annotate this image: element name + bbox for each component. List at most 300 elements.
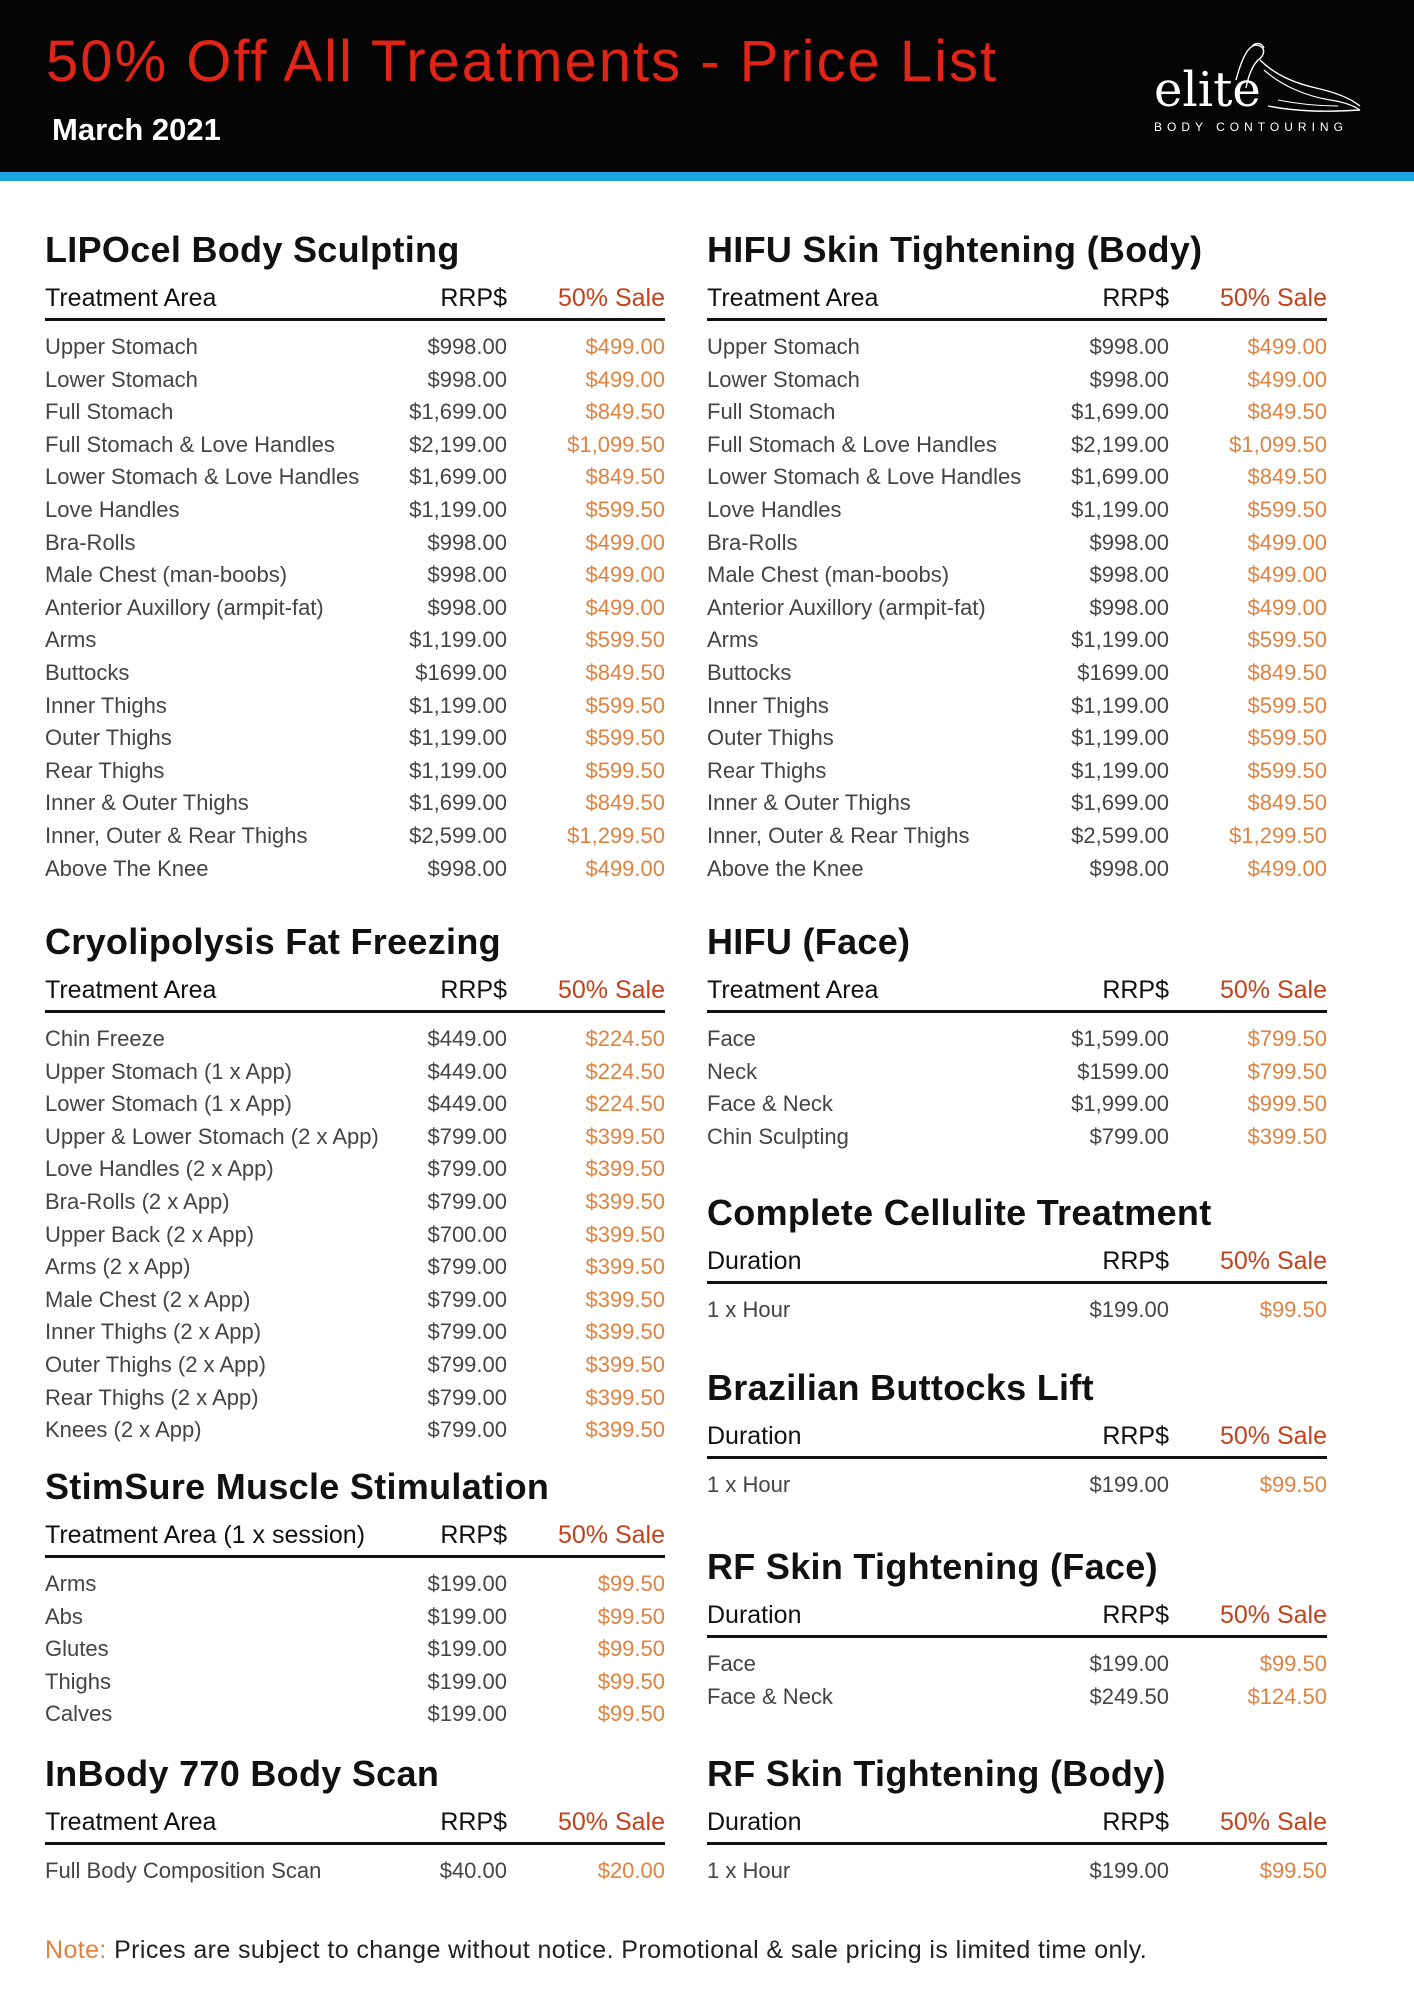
column-header-rrp: RRP$ <box>440 1808 507 1836</box>
rrp-price: $799.00 <box>427 1286 507 1312</box>
rrp-price: $199.00 <box>427 1571 507 1596</box>
rrp-price: $199.00 <box>427 1636 507 1662</box>
treatment-area: Bra-Rolls <box>45 529 136 555</box>
rrp-price: $40.00 <box>439 1858 507 1883</box>
treatment-area: Upper Back (2 x App) <box>45 1221 255 1247</box>
rrp-price: $998.00 <box>1089 334 1169 359</box>
price-row <box>45 592 665 625</box>
column-header-rrp: RRP$ <box>1102 1247 1169 1275</box>
table-header <box>707 1597 1327 1638</box>
rrp-price: $799.00 <box>427 1417 507 1443</box>
sale-price: $99.50 <box>597 1636 665 1662</box>
treatment-area: Buttocks <box>707 659 792 685</box>
table-header <box>707 1804 1327 1845</box>
sale-price: $99.50 <box>1259 1297 1327 1322</box>
rrp-price: $1,999.00 <box>1071 1091 1169 1117</box>
sale-price: $799.50 <box>1247 1058 1327 1084</box>
rrp-price: $1699.00 <box>1077 659 1169 685</box>
price-row <box>707 1088 1327 1121</box>
table-header <box>707 1418 1327 1459</box>
table-header <box>45 280 665 321</box>
treatment-area: Calves <box>45 1701 113 1727</box>
sale-price: $599.50 <box>585 725 665 751</box>
sale-price: $124.50 <box>1247 1683 1327 1709</box>
sale-price: $849.50 <box>585 464 665 490</box>
price-row <box>707 364 1327 397</box>
sale-price: $599.50 <box>585 692 665 718</box>
price-row <box>707 787 1327 820</box>
price-row <box>707 755 1327 788</box>
rrp-price: $199.00 <box>1089 1651 1169 1676</box>
column-header-sale: 50% Sale <box>1219 1247 1327 1275</box>
treatment-area: Face <box>707 1651 756 1676</box>
column-header-area: Treatment Area (1 x session) <box>45 1521 366 1549</box>
sale-price: $399.50 <box>585 1156 665 1182</box>
sale-price: $499.00 <box>1247 529 1327 555</box>
price-row <box>45 461 665 494</box>
rrp-price: $998.00 <box>427 562 507 588</box>
price-row <box>707 820 1327 853</box>
column-header-rrp: RRP$ <box>440 284 507 312</box>
column-header-area: Treatment Area <box>707 976 879 1004</box>
sale-price: $99.50 <box>1259 1472 1327 1497</box>
sale-price: $99.50 <box>597 1701 665 1727</box>
sale-price: $99.50 <box>597 1571 665 1596</box>
treatment-area: Chin Sculpting <box>707 1123 849 1149</box>
sale-price: $499.00 <box>585 562 665 588</box>
price-row <box>45 1414 665 1447</box>
section-cellulite <box>707 1191 1327 1327</box>
page-subtitle-date: March 2021 <box>52 112 221 147</box>
price-row <box>707 1294 1327 1327</box>
note-text: Prices are subject to change without notice. Promotional & sale pricing is limited time only. <box>106 1936 1148 1964</box>
treatment-area: Inner, Outer & Rear Thighs <box>707 822 970 848</box>
rrp-price: $799.00 <box>427 1156 507 1182</box>
column-header-area: Duration <box>707 1247 802 1275</box>
treatment-area: Buttocks <box>45 659 130 685</box>
price-rows <box>707 1469 1327 1502</box>
section-title: Cryolipolysis Fat Freezing <box>45 921 501 962</box>
price-row <box>45 820 665 853</box>
sale-price: $599.50 <box>1247 725 1327 751</box>
rrp-price: $449.00 <box>427 1091 507 1117</box>
price-row <box>45 1088 665 1121</box>
treatment-area: Arms (2 x App) <box>45 1254 191 1280</box>
treatment-area: Bra-Rolls (2 x App) <box>45 1188 230 1214</box>
treatment-area: Knees (2 x App) <box>45 1417 202 1443</box>
treatment-area: Outer Thighs <box>707 725 834 751</box>
table-header <box>707 972 1327 1013</box>
sale-price: $849.50 <box>1247 659 1327 685</box>
treatment-area: Outer Thighs (2 x App) <box>45 1351 266 1377</box>
price-row <box>45 755 665 788</box>
sale-price: $1,299.50 <box>1229 822 1327 848</box>
price-row <box>707 1469 1327 1502</box>
price-row <box>45 1056 665 1089</box>
treatment-area: Lower Stomach <box>707 366 860 392</box>
rrp-price: $2,599.00 <box>1071 822 1169 848</box>
treatment-area: Full Stomach <box>45 399 174 425</box>
price-row <box>45 1219 665 1252</box>
treatment-area: Above The Knee <box>45 855 209 881</box>
price-row <box>707 396 1327 429</box>
section-rf-body <box>707 1752 1327 1888</box>
price-row <box>45 1121 665 1154</box>
treatment-area: Inner Thighs <box>45 692 167 718</box>
sale-price: $599.50 <box>585 757 665 783</box>
column-header-area: Duration <box>707 1808 802 1836</box>
price-rows <box>707 331 1327 885</box>
column-header-rrp: RRP$ <box>440 976 507 1004</box>
table-header <box>45 972 665 1013</box>
rrp-price: $2,199.00 <box>409 431 507 457</box>
price-rows <box>707 1294 1327 1327</box>
sale-price: $399.50 <box>585 1254 665 1280</box>
sale-price: $499.00 <box>1247 855 1327 881</box>
price-row <box>45 1251 665 1284</box>
sale-price: $99.50 <box>597 1603 665 1629</box>
treatment-area: Full Stomach <box>707 399 836 425</box>
treatment-area: Inner Thighs (2 x App) <box>45 1319 262 1345</box>
rrp-price: $1,199.00 <box>409 725 507 751</box>
rrp-price: $199.00 <box>1089 1297 1169 1322</box>
section-lipocel <box>45 228 665 885</box>
rrp-price: $799.00 <box>427 1254 507 1280</box>
rrp-price: $1,699.00 <box>1071 464 1169 490</box>
rrp-price: $1,699.00 <box>409 399 507 425</box>
treatment-area: Inner, Outer & Rear Thighs <box>45 822 308 848</box>
sale-price: $99.50 <box>1259 1651 1327 1676</box>
sale-price: $399.50 <box>585 1384 665 1410</box>
column-header-sale: 50% Sale <box>1219 1422 1327 1450</box>
column-header-sale: 50% Sale <box>1219 284 1327 312</box>
rrp-price: $998.00 <box>427 529 507 555</box>
rrp-price: $998.00 <box>427 855 507 881</box>
treatment-area: Glutes <box>45 1636 109 1662</box>
rrp-price: $199.00 <box>427 1668 507 1694</box>
rrp-price: $1,699.00 <box>409 464 507 490</box>
treatment-area: Full Stomach & Love Handles <box>45 431 335 457</box>
rrp-price: $199.00 <box>1089 1472 1169 1497</box>
treatment-area: Arms <box>707 627 759 653</box>
sale-price: $499.00 <box>1247 562 1327 588</box>
treatment-area: Above the Knee <box>707 855 864 881</box>
rrp-price: $1,199.00 <box>409 627 507 653</box>
treatment-area: Upper Stomach <box>45 334 198 359</box>
rrp-price: $1,699.00 <box>409 790 507 816</box>
rrp-price: $199.00 <box>427 1701 507 1727</box>
treatment-area: Arms <box>45 627 97 653</box>
column-header-area: Treatment Area <box>45 284 217 312</box>
price-row <box>45 690 665 723</box>
treatment-area: 1 x Hour <box>707 1858 791 1883</box>
sale-price: $399.50 <box>585 1319 665 1345</box>
rrp-price: $1,599.00 <box>1071 1026 1169 1051</box>
rrp-price: $1,199.00 <box>1071 692 1169 718</box>
sale-price: $599.50 <box>1247 496 1327 522</box>
sale-price: $999.50 <box>1247 1091 1327 1117</box>
price-row <box>707 624 1327 657</box>
price-row <box>45 1284 665 1317</box>
rrp-price: $2,199.00 <box>1071 431 1169 457</box>
rrp-price: $1599.00 <box>1077 1058 1169 1084</box>
rrp-price: $1,699.00 <box>1071 399 1169 425</box>
treatment-area: Rear Thighs <box>707 757 827 783</box>
treatment-area: Face & Neck <box>707 1091 833 1117</box>
section-title: HIFU (Face) <box>707 921 911 962</box>
section-stimsure <box>45 1465 665 1731</box>
price-row <box>45 1186 665 1219</box>
sale-price: $599.50 <box>1247 757 1327 783</box>
treatment-area: Full Stomach & Love Handles <box>707 431 997 457</box>
price-row <box>45 1316 665 1349</box>
sale-price: $1,099.50 <box>567 431 665 457</box>
sale-price: $1,299.50 <box>567 822 665 848</box>
rrp-price: $799.00 <box>427 1351 507 1377</box>
price-row <box>707 690 1327 723</box>
price-row <box>707 1023 1327 1056</box>
treatment-area: Upper Stomach (1 x App) <box>45 1058 293 1084</box>
section-title: LIPOcel Body Sculpting <box>45 229 460 270</box>
price-row <box>45 494 665 527</box>
sale-price: $399.50 <box>1247 1123 1327 1149</box>
price-row <box>707 1648 1327 1681</box>
rrp-price: $700.00 <box>427 1221 507 1247</box>
rrp-price: $998.00 <box>427 334 507 359</box>
column-header-rrp: RRP$ <box>1102 284 1169 312</box>
rrp-price: $998.00 <box>1089 594 1169 620</box>
note-label: Note: <box>45 1936 107 1964</box>
price-row <box>707 853 1327 886</box>
sale-price: $849.50 <box>1247 790 1327 816</box>
sale-price: $499.00 <box>585 366 665 392</box>
treatment-area: Abs <box>45 1603 83 1629</box>
price-rows <box>45 1023 665 1447</box>
sale-price: $849.50 <box>585 790 665 816</box>
treatment-area: Lower Stomach <box>45 366 198 392</box>
table-header <box>45 1804 665 1845</box>
sale-price: $224.50 <box>585 1091 665 1117</box>
treatment-area: Chin Freeze <box>45 1026 165 1051</box>
brand-logo <box>1148 40 1368 150</box>
rrp-price: $1,199.00 <box>409 496 507 522</box>
price-row <box>45 559 665 592</box>
price-row <box>45 787 665 820</box>
section-cryolipolysis <box>45 920 665 1447</box>
rrp-price: $799.00 <box>427 1123 507 1149</box>
price-rows <box>45 1855 665 1888</box>
rrp-price: $449.00 <box>427 1058 507 1084</box>
treatment-area: Lower Stomach (1 x App) <box>45 1091 293 1117</box>
logo-wordmark: elite <box>1154 62 1261 118</box>
price-row <box>45 1601 665 1634</box>
treatment-area: Love Handles <box>45 496 180 522</box>
sale-price: $499.00 <box>1247 594 1327 620</box>
sale-price: $499.00 <box>585 529 665 555</box>
sale-price: $224.50 <box>585 1026 665 1051</box>
treatment-area: Upper & Lower Stomach (2 x App) <box>45 1123 379 1149</box>
treatment-area: Thighs <box>45 1668 112 1694</box>
treatment-area: Inner & Outer Thighs <box>45 790 249 816</box>
price-row <box>707 527 1327 560</box>
price-row <box>45 1382 665 1415</box>
price-rows <box>45 1568 665 1731</box>
table-header <box>707 280 1327 321</box>
sale-price: $849.50 <box>585 399 665 425</box>
sale-price: $1,099.50 <box>1229 431 1327 457</box>
column-header-sale: 50% Sale <box>1219 976 1327 1004</box>
section-title: StimSure Muscle Stimulation <box>45 1466 550 1507</box>
price-row <box>45 1023 665 1056</box>
price-row <box>707 1056 1327 1089</box>
header-accent-stripe <box>0 172 1414 181</box>
rrp-price: $998.00 <box>1089 855 1169 881</box>
table-header <box>45 1517 665 1558</box>
rrp-price: $799.00 <box>427 1384 507 1410</box>
sale-price: $499.00 <box>585 855 665 881</box>
price-row <box>45 331 665 364</box>
treatment-area: Neck <box>707 1058 758 1084</box>
section-title: HIFU Skin Tightening (Body) <box>707 229 1203 270</box>
rrp-price: $1,199.00 <box>1071 627 1169 653</box>
price-row <box>707 494 1327 527</box>
price-row <box>45 1633 665 1666</box>
price-row <box>707 1681 1327 1714</box>
price-row <box>707 429 1327 462</box>
price-rows <box>45 331 665 885</box>
column-header-sale: 50% Sale <box>1219 1601 1327 1629</box>
rrp-price: $199.00 <box>427 1603 507 1629</box>
treatment-area: Face & Neck <box>707 1683 833 1709</box>
rrp-price: $1,199.00 <box>1071 725 1169 751</box>
rrp-price: $1699.00 <box>415 659 507 685</box>
treatment-area: Anterior Auxillory (armpit-fat) <box>707 594 986 620</box>
rrp-price: $1,199.00 <box>1071 757 1169 783</box>
rrp-price: $799.00 <box>427 1188 507 1214</box>
sale-price: $20.00 <box>597 1858 665 1883</box>
column-header-sale: 50% Sale <box>557 1521 665 1549</box>
treatment-area: Outer Thighs <box>45 725 172 751</box>
treatment-area: Inner Thighs <box>707 692 829 718</box>
sale-price: $599.50 <box>1247 627 1327 653</box>
rrp-price: $998.00 <box>1089 529 1169 555</box>
sale-price: $849.50 <box>1247 399 1327 425</box>
logo-tagline: BODY CONTOURING <box>1154 120 1348 134</box>
rrp-price: $1,199.00 <box>409 692 507 718</box>
treatment-area: Rear Thighs <box>45 757 165 783</box>
column-header-sale: 50% Sale <box>557 976 665 1004</box>
page-title: 50% Off All Treatments - Price List <box>46 29 999 94</box>
sale-price: $399.50 <box>585 1221 665 1247</box>
sale-price: $99.50 <box>1259 1858 1327 1883</box>
sale-price: $224.50 <box>585 1058 665 1084</box>
treatment-area: Arms <box>45 1571 97 1596</box>
column-header-rrp: RRP$ <box>1102 1422 1169 1450</box>
price-row <box>45 429 665 462</box>
sale-price: $849.50 <box>585 659 665 685</box>
section-hifu-face <box>707 920 1327 1153</box>
price-row <box>45 1153 665 1186</box>
table-header <box>707 1243 1327 1284</box>
treatment-area: Anterior Auxillory (armpit-fat) <box>45 594 324 620</box>
rrp-price: $799.00 <box>1089 1123 1169 1149</box>
price-row <box>45 1568 665 1601</box>
section-rf-face <box>707 1545 1327 1713</box>
price-row <box>45 1855 665 1888</box>
treatment-area: Male Chest (2 x App) <box>45 1286 251 1312</box>
price-row <box>45 722 665 755</box>
rrp-price: $199.00 <box>1089 1858 1169 1883</box>
rrp-price: $998.00 <box>1089 562 1169 588</box>
price-row <box>707 722 1327 755</box>
price-row <box>707 657 1327 690</box>
treatment-area: Inner & Outer Thighs <box>707 790 911 816</box>
section-hifu-body <box>707 228 1327 885</box>
column-header-sale: 50% Sale <box>557 1808 665 1836</box>
section-title: RF Skin Tightening (Body) <box>707 1753 1166 1794</box>
rrp-price: $449.00 <box>427 1026 507 1051</box>
treatment-area: Rear Thighs (2 x App) <box>45 1384 259 1410</box>
sale-price: $399.50 <box>585 1188 665 1214</box>
treatment-area: Male Chest (man-boobs) <box>45 562 288 588</box>
treatment-area: Full Body Composition Scan <box>45 1858 322 1883</box>
sale-price: $399.50 <box>585 1123 665 1149</box>
price-rows <box>707 1023 1327 1153</box>
rrp-price: $1,699.00 <box>1071 790 1169 816</box>
column-header-rrp: RRP$ <box>1102 976 1169 1004</box>
sale-price: $599.50 <box>1247 692 1327 718</box>
treatment-area: Lower Stomach & Love Handles <box>707 464 1022 490</box>
section-brazilian-buttocks-lift <box>707 1366 1327 1502</box>
sale-price: $599.50 <box>585 496 665 522</box>
price-row <box>707 1121 1327 1154</box>
treatment-area: Face <box>707 1026 756 1051</box>
sale-price: $399.50 <box>585 1351 665 1377</box>
sale-price: $799.50 <box>1247 1026 1327 1051</box>
section-title: RF Skin Tightening (Face) <box>707 1546 1158 1587</box>
column-header-area: Treatment Area <box>45 976 217 1004</box>
sale-price: $849.50 <box>1247 464 1327 490</box>
sale-price: $499.00 <box>1247 334 1327 359</box>
column-header-rrp: RRP$ <box>1102 1601 1169 1629</box>
section-title: Brazilian Buttocks Lift <box>707 1367 1094 1408</box>
sale-price: $599.50 <box>585 627 665 653</box>
price-row <box>45 1349 665 1382</box>
rrp-price: $998.00 <box>1089 366 1169 392</box>
price-row <box>45 396 665 429</box>
treatment-area: Bra-Rolls <box>707 529 798 555</box>
price-row <box>707 592 1327 625</box>
price-row <box>707 461 1327 494</box>
treatment-area: Love Handles (2 x App) <box>45 1156 274 1182</box>
sale-price: $499.00 <box>585 334 665 359</box>
sale-price: $399.50 <box>585 1417 665 1443</box>
price-rows <box>707 1855 1327 1888</box>
price-rows <box>707 1648 1327 1713</box>
rrp-price: $998.00 <box>427 366 507 392</box>
treatment-area: Love Handles <box>707 496 842 522</box>
rrp-price: $2,599.00 <box>409 822 507 848</box>
sale-price: $99.50 <box>597 1668 665 1694</box>
section-title: Complete Cellulite Treatment <box>707 1192 1212 1233</box>
rrp-price: $1,199.00 <box>1071 496 1169 522</box>
treatment-area: Male Chest (man-boobs) <box>707 562 950 588</box>
treatment-area: Lower Stomach & Love Handles <box>45 464 360 490</box>
column-header-area: Treatment Area <box>45 1808 217 1836</box>
column-header-rrp: RRP$ <box>1102 1808 1169 1836</box>
price-row <box>45 1698 665 1731</box>
treatment-area: 1 x Hour <box>707 1472 791 1497</box>
